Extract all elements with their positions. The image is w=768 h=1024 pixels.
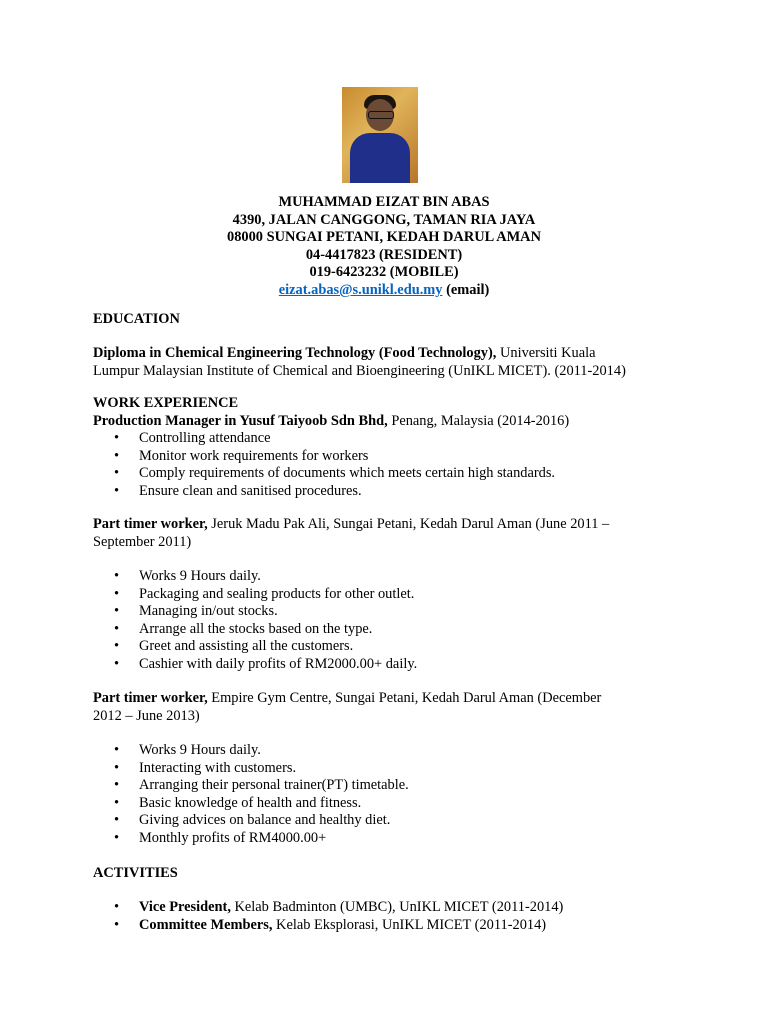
work-title: WORK EXPERIENCE: [93, 395, 239, 411]
list-item: [93, 899, 683, 917]
activity-role: Committee Members,: [139, 916, 273, 933]
photo-shirt: [350, 133, 410, 183]
activities-list: [93, 899, 683, 934]
email-label: (email): [442, 281, 490, 298]
job-role: Production Manager in Yusuf Taiyoob Sdn Bhd,: [93, 412, 388, 429]
job-role: Part timer worker,: [93, 690, 208, 706]
list-item: • Monthly profits of RM4000.00+: [93, 830, 683, 848]
job-duties: [93, 568, 683, 674]
contact-header: [0, 194, 768, 300]
job-details-continued: 2012 – June 2013): [93, 707, 200, 724]
email-line: [0, 282, 768, 300]
list-item: • Packaging and sealing products for other outlet.: [93, 586, 683, 604]
job-duties-list: [93, 568, 683, 674]
candidate-name: MUHAMMAD EIZAT BIN ABAS: [278, 194, 490, 210]
job-details: Penang, Malaysia (2014-2016): [387, 412, 570, 429]
list-item: • Greet and assisting all the customers.: [93, 638, 683, 656]
job-role: Part timer worker,: [93, 516, 208, 532]
list-item: • Works 9 Hours daily.: [93, 568, 683, 586]
job-entry: [93, 690, 683, 725]
job-duties: [93, 742, 683, 848]
list-item: • Giving advices on balance and healthy diet.: [93, 812, 683, 830]
job-duties-list: [93, 430, 683, 500]
list-item: • Arrange all the stocks based on the type.: [93, 621, 683, 639]
job-details-continued: September 2011): [93, 533, 192, 550]
education-section: [93, 311, 683, 329]
profile-photo: [342, 87, 418, 183]
activities-list-block: [93, 899, 683, 934]
list-item: • Comply requirements of documents which meets certain high standards.: [93, 465, 683, 483]
list-item: • Monitor work requirements for workers: [93, 448, 683, 466]
job-duties-list: [93, 742, 683, 848]
list-item: • Interacting with customers.: [93, 760, 683, 778]
activity-details: Kelab Badminton (UMBC), UnIKL MICET (2011-2014): [230, 899, 564, 915]
education-title: EDUCATION: [93, 311, 180, 327]
address-line-2: 08000 SUNGAI PETANI, KEDAH DARUL AMAN: [227, 229, 541, 246]
job-details: Jeruk Madu Pak Ali, Sungai Petani, Kedah Darul Aman (June 2011 –: [207, 516, 610, 532]
activity-role: Vice President,: [139, 899, 231, 915]
activities-section: [93, 865, 683, 883]
list-item: • Managing in/out stocks.: [93, 603, 683, 621]
phone-resident: 04-4417823 (RESIDENT): [305, 246, 463, 263]
education-entry: [93, 345, 683, 380]
list-item: • Arranging their personal trainer(PT) timetable.: [93, 777, 683, 795]
list-item: • Works 9 Hours daily.: [93, 742, 683, 760]
list-item: • Cashier with daily profits of RM2000.00+ daily.: [93, 656, 683, 674]
list-item: [93, 917, 683, 935]
list-item: • Basic knowledge of health and fitness.: [93, 795, 683, 813]
list-item: • Ensure clean and sanitised procedures.: [93, 483, 683, 501]
work-section: [93, 395, 683, 501]
education-degree: Diploma in Chemical Engineering Technology (Food Technology),: [93, 345, 497, 361]
job-details: Empire Gym Centre, Sungai Petani, Kedah Darul Aman (December: [207, 690, 602, 706]
phone-mobile: 019-6423232 (MOBILE): [309, 264, 459, 281]
activities-title: ACTIVITIES: [93, 865, 178, 881]
photo-glasses: [368, 111, 394, 119]
list-item: • Controlling attendance: [93, 430, 683, 448]
address-line-1: 4390, JALAN CANGGONG, TAMAN RIA JAYA: [232, 211, 536, 228]
education-institution-1: Universiti Kuala: [496, 345, 596, 361]
email-link[interactable]: eizat.abas@s.unikl.edu.my: [278, 281, 443, 298]
job-entry: [93, 516, 683, 551]
activity-details: Kelab Eksplorasi, UnIKL MICET (2011-2014): [272, 916, 547, 933]
education-institution-2: Lumpur Malaysian Institute of Chemical and Bioengineering (UnIKL MICET). (2011-2014): [93, 362, 626, 379]
